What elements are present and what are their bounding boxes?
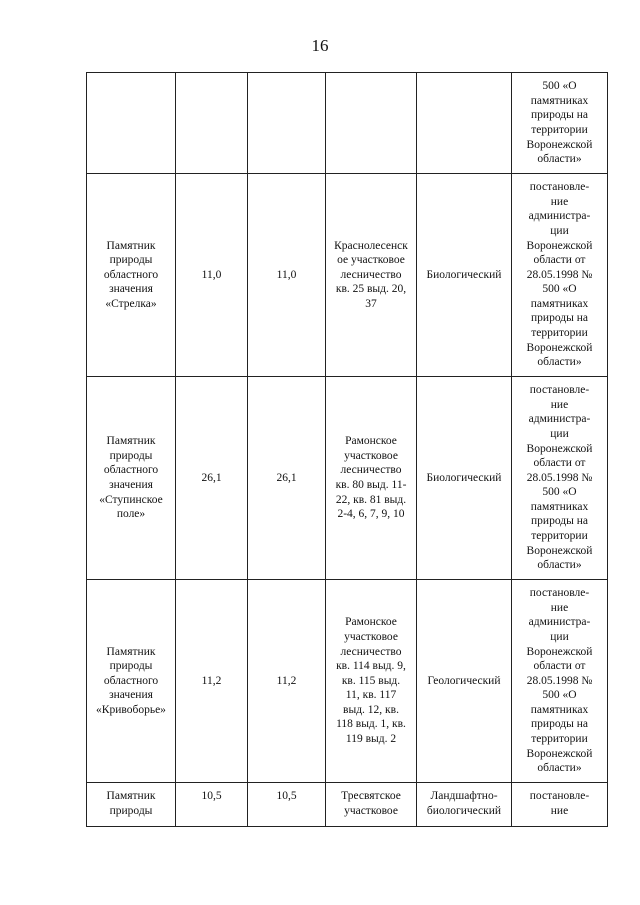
profile-cell: Биологический (417, 174, 512, 377)
table-row (87, 73, 608, 174)
table-row (87, 377, 608, 580)
table-row (87, 174, 608, 377)
name-cell: Памятник природы областного значения «Кривоборье» (87, 580, 176, 783)
location-cell: Рамонское участковое лесничество кв. 114 выд. 9, кв. 115 выд. 11, кв. 117 выд. 12, кв. 118 выд. 1, кв. 119 выд. 2 (326, 580, 417, 783)
area-cell: 11,2 (248, 580, 326, 783)
document-cell: 500 «О памятниках природы на территории Воронежской области» (512, 73, 608, 174)
profile-cell: Биологический (417, 377, 512, 580)
document-cell: постановле- ние администра- ции Воронежской области от 28.05.1998 № 500 «О памятниках природы на территории Воронежской области» (512, 377, 608, 580)
profile-cell: Геологический (417, 580, 512, 783)
location-cell: Тресвятское участковое (326, 783, 417, 827)
location-cell: Краснолесенск ое участковое лесничество кв. 25 выд. 20, 37 (326, 174, 417, 377)
name-cell: Памятник природы (87, 783, 176, 827)
name-cell: Памятник природы областного значения «Стрелка» (87, 174, 176, 377)
area-cell: 11,0 (176, 174, 248, 377)
profile-cell: Ландшафтно- биологический (417, 783, 512, 827)
name-cell: Памятник природы областного значения «Ступинское поле» (87, 377, 176, 580)
page-number: 16 (311, 36, 329, 55)
area-cell (176, 73, 248, 174)
area-cell: 10,5 (248, 783, 326, 827)
document-cell: постановле- ние администра- ции Воронежской области от 28.05.1998 № 500 «О памятниках природы на территории Воронежской области» (512, 174, 608, 377)
location-cell (326, 73, 417, 174)
area-cell: 26,1 (176, 377, 248, 580)
document-cell: постановле- ние (512, 783, 608, 827)
nature-monuments-table (86, 72, 608, 827)
area-cell: 10,5 (176, 783, 248, 827)
area-cell (248, 73, 326, 174)
location-cell: Рамонское участковое лесничество кв. 80 выд. 11- 22, кв. 81 выд. 2-4, 6, 7, 9, 10 (326, 377, 417, 580)
area-cell: 26,1 (248, 377, 326, 580)
area-cell: 11,2 (176, 580, 248, 783)
table-row (87, 580, 608, 783)
profile-cell (417, 73, 512, 174)
area-cell: 11,0 (248, 174, 326, 377)
name-cell (87, 73, 176, 174)
table-row (87, 783, 608, 827)
document-cell: постановле- ние администра- ции Воронежской области от 28.05.1998 № 500 «О памятниках природы на территории Воронежской области» (512, 580, 608, 783)
